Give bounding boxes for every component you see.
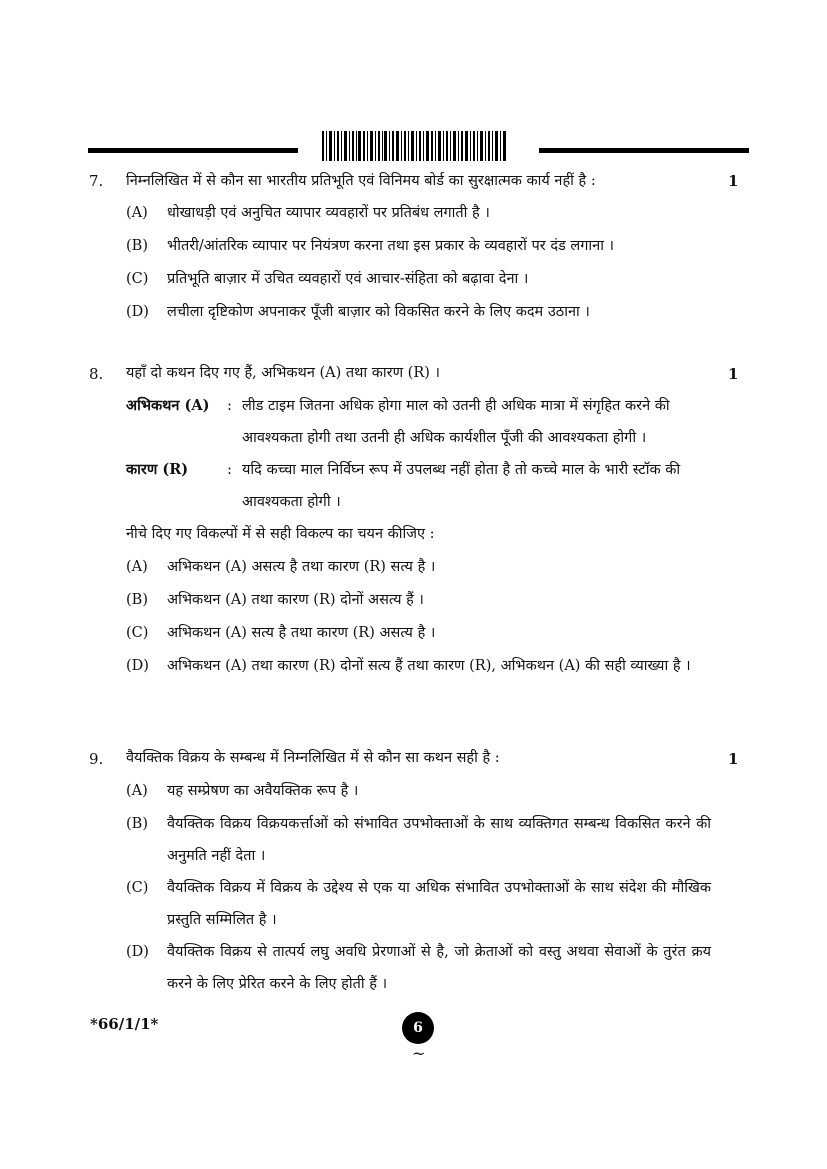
option-text: लचीला दृष्टिकोण अपनाकर पूँजी बाज़ार को विकसित करने के लिए कदम उठाना । (167, 304, 590, 320)
q9-text: वैयक्तिक विक्रय के सम्बन्ध में निम्नलिखित में से कौन सा कथन सही है : (126, 750, 500, 766)
q8-marks: 1 (728, 365, 739, 383)
option-label: (C) (126, 271, 149, 287)
q8-assertion (126, 390, 711, 454)
option-text: अभिकथन (A) तथा कारण (R) दोनों असत्य हैं । (167, 592, 424, 608)
header-rule-left (88, 148, 298, 153)
q8-option-c (126, 617, 711, 649)
q7-number: 7. (89, 172, 104, 190)
option-label: (A) (126, 783, 148, 799)
assertion-label: अभिकथन (A) (126, 397, 210, 414)
option-text: वैयक्तिक विक्रय से तात्पर्य लघु अवधि प्रेरणाओं से है, जो क्रेताओं को वस्तु अथवा सेवाओं के तुरंत क्रय करने के लिए प्रेरित करने के लिए होती हैं । (167, 944, 711, 992)
q8-option-a (126, 551, 711, 583)
q9-number: 9. (89, 750, 104, 768)
barcode-icon (322, 131, 506, 161)
option-text: अभिकथन (A) सत्य है तथा कारण (R) असत्य है । (167, 625, 436, 641)
q8-option-d (126, 650, 711, 682)
reason-text: यदि कच्चा माल निर्विघ्न रूप में उपलब्ध नहीं होता है तो कच्चे माल के भारी स्टॉक की आवश्यकता होगी । (242, 462, 681, 510)
q8-instruction: नीचे दिए गए विकल्पों में से सही विकल्प का चयन कीजिए : (126, 526, 435, 542)
assertion-text: लीड टाइम जितना अधिक होगा माल को उतनी ही अधिक मात्रा में संगृहित करने की आवश्यकता होगी तथा उतनी ही अधिक कार्यशील पूँजी की आवश्यकता होगी । (242, 398, 670, 446)
q7-marks: 1 (728, 172, 739, 190)
page-number: 6 (402, 1012, 434, 1044)
option-label: (D) (126, 304, 149, 320)
q9-option-a (126, 775, 711, 807)
q8-option-b (126, 584, 711, 616)
option-text: भीतरी/आंतरिक व्यापार पर नियंत्रण करना तथा इस प्रकार के व्यवहारों पर दंड लगाना । (167, 238, 615, 254)
reason-colon: : (227, 462, 232, 478)
option-text: अभिकथन (A) असत्य है तथा कारण (R) सत्य है । (167, 559, 436, 575)
assertion-colon: : (227, 398, 232, 414)
option-text: अभिकथन (A) तथा कारण (R) दोनों सत्य हैं तथा कारण (R), अभिकथन (A) की सही व्याख्या है । (167, 658, 691, 674)
q9-option-b (126, 808, 711, 872)
option-label: (C) (126, 625, 149, 641)
footer-tilde: ~ (412, 1044, 426, 1063)
option-text: यह सम्प्रेषण का अवैयक्तिक रूप है । (167, 783, 359, 799)
q8-number: 8. (89, 365, 104, 383)
option-text: वैयक्तिक विक्रय विक्रयकर्त्ताओं को संभावित उपभोक्ताओं के साथ व्यक्तिगत सम्बन्ध विकसित करने की अनुमति नहीं देता । (167, 816, 711, 864)
q9-marks: 1 (728, 750, 739, 768)
option-label: (B) (126, 238, 148, 254)
q7-text: निम्नलिखित में से कौन सा भारतीय प्रतिभूति एवं विनिमय बोर्ड का सुरक्षात्मक कार्य नहीं है : (126, 173, 596, 189)
option-text: प्रतिभूति बाज़ार में उचित व्यवहारों एवं आचार-संहिता को बढ़ावा देना । (167, 271, 529, 287)
q8-reason (126, 454, 711, 518)
option-label: (A) (126, 205, 148, 221)
q9-option-c (126, 872, 711, 936)
option-label: (B) (126, 592, 148, 608)
option-label: (D) (126, 944, 149, 960)
option-text: वैयक्तिक विक्रय में विक्रय के उद्देश्य से एक या अधिक संभावित उपभोक्ताओं के साथ संदेश की मौखिक प्रस्तुति सम्मिलित है । (167, 880, 711, 928)
option-label: (C) (126, 880, 149, 896)
header-rule-right (539, 148, 749, 153)
q7-option-b (126, 230, 711, 262)
q8-text: यहाँ दो कथन दिए गए हैं, अभिकथन (A) तथा कारण (R) । (126, 365, 441, 381)
option-label: (B) (126, 816, 148, 832)
q7-option-a (126, 197, 711, 229)
q7-option-d (126, 296, 711, 328)
reason-label: कारण (R) (126, 461, 189, 478)
q7-option-c (126, 263, 711, 295)
option-label: (A) (126, 559, 148, 575)
q9-option-d (126, 936, 711, 1000)
option-text: धोखाधड़ी एवं अनुचित व्यापार व्यवहारों पर प्रतिबंध लगाती है । (167, 205, 490, 221)
option-label: (D) (126, 658, 149, 674)
paper-code: *66/1/1* (90, 1015, 159, 1033)
